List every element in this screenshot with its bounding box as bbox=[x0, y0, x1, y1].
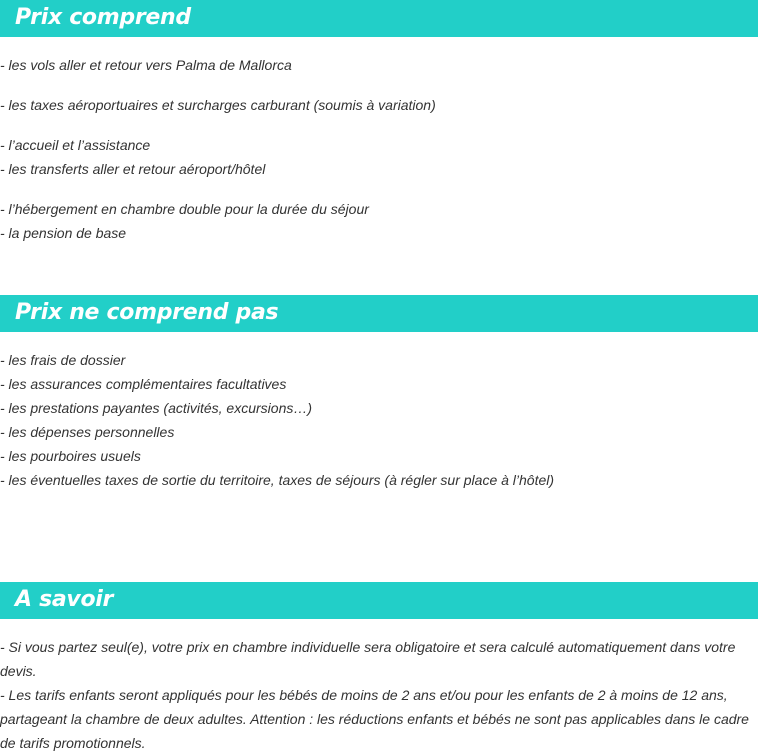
list-item: - les taxes aéroportuaires et surcharges carburant (soumis à variation) bbox=[0, 97, 436, 113]
info-paragraph-single-room: - Si vous partez seul(e), votre prix en chambre individuelle sera obligatoire et sera calculé automatiquement dans votre devis. bbox=[0, 639, 736, 679]
list-item: - les transferts aller et retour aéroport/hôtel bbox=[0, 161, 266, 177]
section-title-info: A savoir bbox=[15, 587, 114, 612]
list-item: - l’accueil et l’assistance bbox=[0, 137, 151, 153]
section-header-includes bbox=[0, 0, 758, 37]
list-item: - les frais de dossier bbox=[0, 352, 126, 368]
list-item: - les prestations payantes (activités, excursions…) bbox=[0, 400, 313, 416]
list-item: - les assurances complémentaires facultatives bbox=[0, 376, 287, 392]
list-item: - la pension de base bbox=[0, 225, 127, 241]
list-item: - les éventuelles taxes de sortie du territoire, taxes de séjours (à régler sur place à l’hôtel) bbox=[0, 472, 555, 488]
list-item: - l’hébergement en chambre double pour la durée du séjour bbox=[0, 201, 369, 217]
section-title-excludes: Prix ne comprend pas bbox=[15, 300, 279, 325]
section-header-info bbox=[0, 582, 758, 619]
list-item: - les pourboires usuels bbox=[0, 448, 141, 464]
list-item: - les vols aller et retour vers Palma de Mallorca bbox=[0, 57, 292, 73]
list-item: - les dépenses personnelles bbox=[0, 424, 175, 440]
info-paragraph-child-rates: - Les tarifs enfants seront appliqués pour les bébés de moins de 2 ans et/ou pour les enfants de 2 à moins de 12 ans, partageant la chambre de deux adultes. Attention : les réductions enfants et bébés ne sont pas applicables dans le cadre de tarifs promotionnels. bbox=[0, 687, 749, 751]
section-header-excludes bbox=[0, 295, 758, 332]
section-title-includes: Prix comprend bbox=[15, 5, 191, 30]
